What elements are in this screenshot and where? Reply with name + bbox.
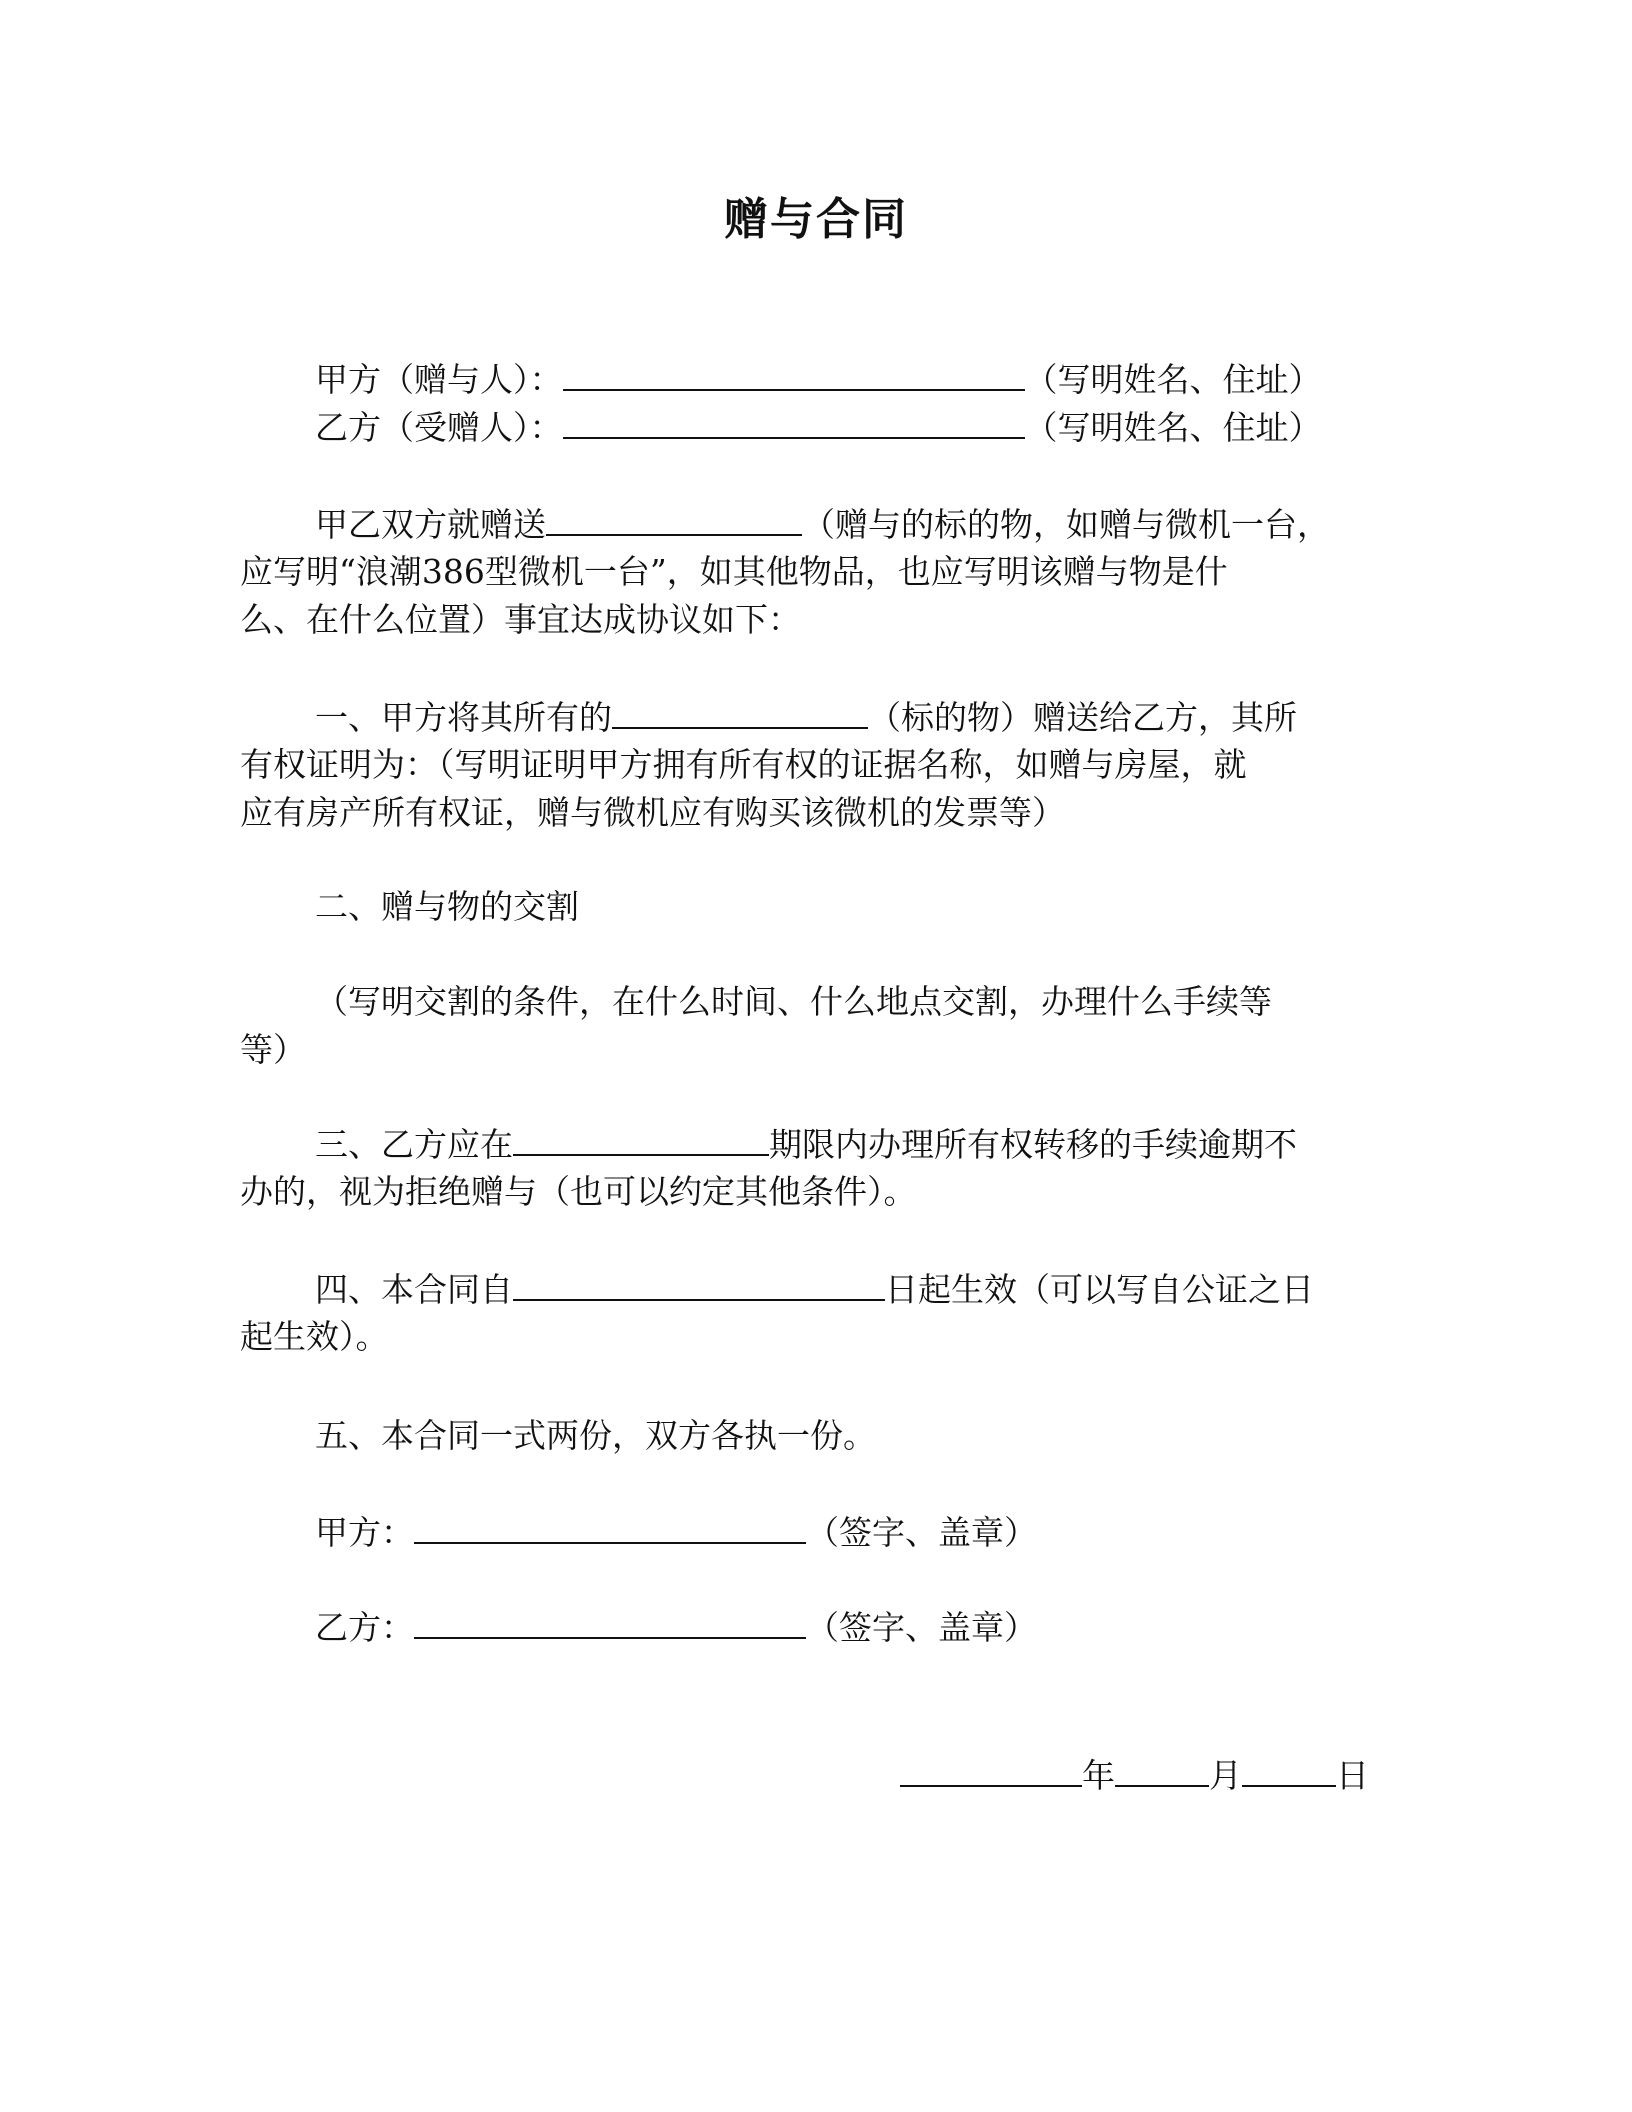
intro-prefix: 甲乙双方就赠送 bbox=[315, 505, 546, 544]
clause4-prefix: 四、本合同自 bbox=[315, 1270, 513, 1309]
clause2-line-1: （写明交割的条件，在什么时间、什么地点交割，办理什么手续等 bbox=[315, 982, 1272, 1021]
date-line bbox=[900, 1751, 1385, 1800]
clause4-suffix: 日起生效（可以写自公证之日 bbox=[885, 1270, 1314, 1309]
party-a-note: （写明姓名、住址） bbox=[1024, 360, 1322, 399]
clause1-object-blank[interactable] bbox=[612, 693, 868, 729]
intro-line-3: 么、在什么位置）事宜达成协议如下： bbox=[240, 600, 801, 639]
party-b-line bbox=[315, 403, 1385, 452]
intro-suffix: （赠与的标的物，如赠与微机一台， bbox=[802, 505, 1330, 544]
clause3-line-1 bbox=[315, 1120, 1385, 1169]
clause2-heading: 二、赠与物的交割 bbox=[315, 887, 579, 926]
clause5-text: 五、本合同一式两份，双方各执一份。 bbox=[315, 1416, 876, 1455]
day-label: 日 bbox=[1336, 1756, 1369, 1795]
sign-a-label: 甲方： bbox=[315, 1513, 414, 1552]
month-label: 月 bbox=[1209, 1756, 1242, 1795]
sign-b-note: （签字、盖章） bbox=[806, 1608, 1037, 1647]
clause3-prefix: 三、乙方应在 bbox=[315, 1125, 513, 1164]
clause1-prefix: 一、甲方将其所有的 bbox=[315, 698, 612, 737]
party-a-label: 甲方（赠与人）： bbox=[315, 360, 563, 399]
clause1-line-1 bbox=[315, 693, 1385, 742]
document-title: 赠与合同 bbox=[724, 194, 908, 245]
clause3-suffix: 期限内办理所有权转移的手续逾期不 bbox=[769, 1125, 1297, 1164]
clause1-line-2: 有权证明为：（写明证明甲方拥有所有权的证据名称，如赠与房屋，就 bbox=[240, 745, 1247, 784]
intro-line-1 bbox=[315, 500, 1385, 549]
party-b-blank[interactable] bbox=[563, 403, 1025, 439]
sign-a-blank[interactable] bbox=[414, 1508, 806, 1544]
sign-b-blank[interactable] bbox=[414, 1603, 806, 1639]
clause1-suffix: （标的物）赠送给乙方，其所 bbox=[868, 698, 1297, 737]
clause3-line-2: 办的，视为拒绝赠与（也可以约定其他条件）。 bbox=[240, 1172, 917, 1211]
sign-b-line bbox=[315, 1603, 1385, 1652]
party-a-line bbox=[315, 355, 1385, 404]
party-a-blank[interactable] bbox=[563, 355, 1025, 391]
clause1-line-3: 应有房产所有权证，赠与微机应有购买该微机的发票等） bbox=[240, 793, 1065, 832]
clause4-date-blank[interactable] bbox=[513, 1265, 885, 1301]
clause3-period-blank[interactable] bbox=[513, 1120, 769, 1156]
sign-b-label: 乙方： bbox=[315, 1608, 414, 1647]
sign-a-note: （签字、盖章） bbox=[806, 1513, 1037, 1552]
clause2-line-2: 等） bbox=[240, 1030, 306, 1069]
day-blank[interactable] bbox=[1242, 1751, 1336, 1787]
party-b-label: 乙方（受赠人）： bbox=[315, 408, 563, 447]
intro-line-2: 应写明“浪潮386型微机一台”，如其他物品，也应写明该赠与物是什 bbox=[240, 552, 1228, 591]
year-blank[interactable] bbox=[900, 1751, 1082, 1787]
clause4-line-2: 起生效）。 bbox=[240, 1317, 389, 1356]
year-label: 年 bbox=[1082, 1756, 1115, 1795]
sign-a-line bbox=[315, 1508, 1385, 1557]
gift-object-blank[interactable] bbox=[546, 500, 802, 536]
party-b-note: （写明姓名、住址） bbox=[1024, 408, 1322, 447]
month-blank[interactable] bbox=[1115, 1751, 1209, 1787]
clause4-line-1 bbox=[315, 1265, 1385, 1314]
